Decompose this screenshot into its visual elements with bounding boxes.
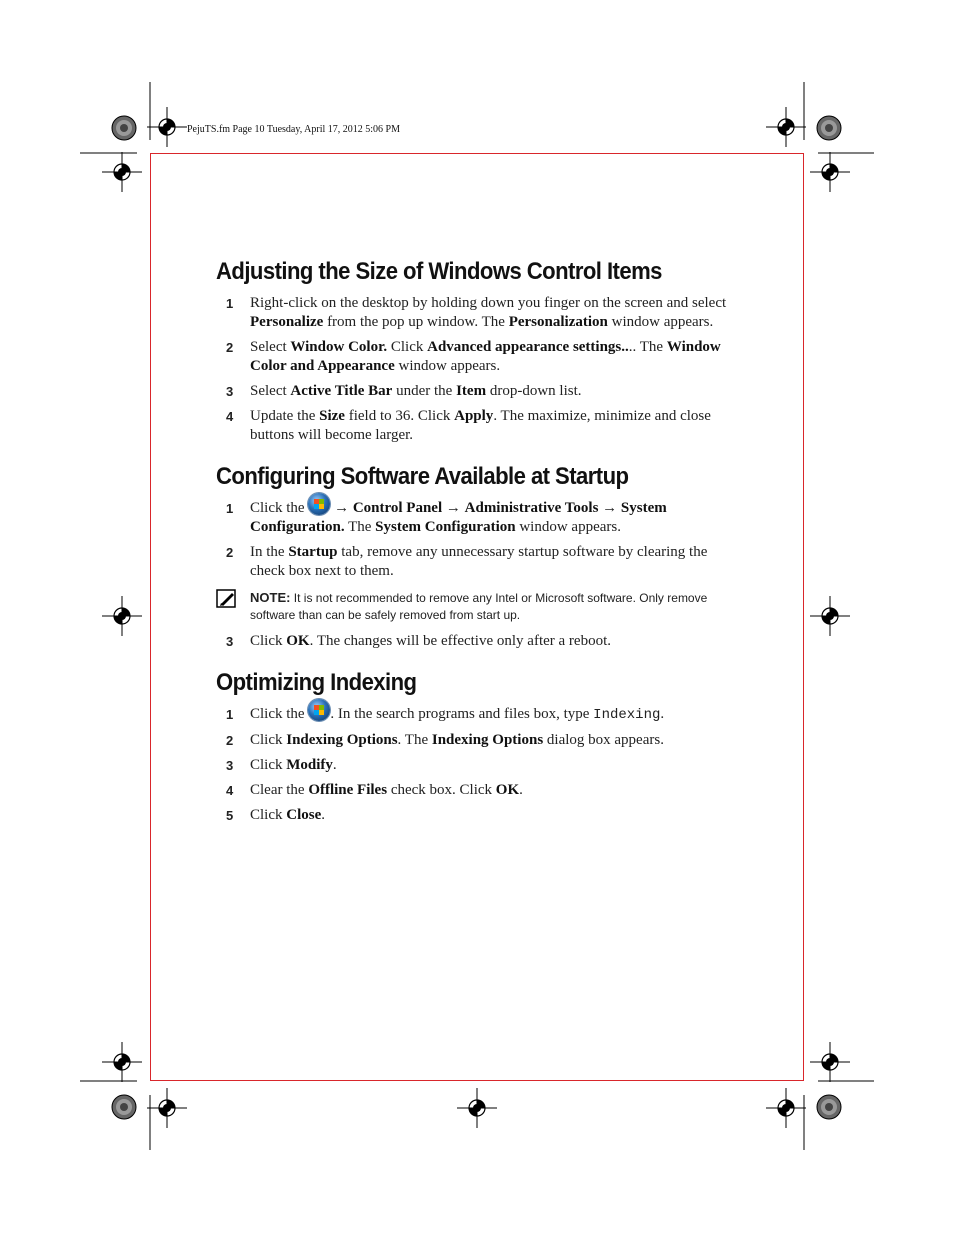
- windows-start-orb-icon: [308, 699, 330, 721]
- section-optimizing-indexing: [216, 669, 736, 825]
- list-item: 1 Click the . In the search programs and files box, type Indexing.: [216, 705, 736, 725]
- list-item: 3 Click OK. The changes will be effective only after a reboot.: [226, 633, 611, 649]
- file-header: PejuTS.fm Page 10 Tuesday, April 17, 2012 5:06 PM: [187, 124, 400, 135]
- section-title: Adjusting the Size of Windows Control Items: [216, 258, 662, 285]
- section-title: Optimizing Indexing: [216, 669, 417, 696]
- page-content: [216, 258, 736, 843]
- section-title: Configuring Software Available at Startup: [216, 463, 629, 490]
- note-label: NOTE:: [250, 590, 291, 605]
- note-box: [216, 589, 736, 624]
- list-item: 2 Click Indexing Options. The Indexing Options dialog box appears.: [226, 732, 664, 748]
- list-item: 4 Clear the Offline Files check box. Click OK.: [226, 782, 523, 798]
- section-adjusting-size: [216, 258, 736, 445]
- list-item: 2 In the Startup tab, remove any unnecessary startup software by clearing the check box next to them.: [226, 544, 708, 579]
- note-pencil-icon: [216, 589, 250, 624]
- list-item: 1 Click the → Control Panel → Administrative Tools → System Configuration. The System Configuration window appears.: [216, 499, 736, 537]
- list-item: 1 Right-click on the desktop by holding down you finger on the screen and select Personalize from the pop up window. The Personalization window appears.: [226, 295, 727, 330]
- list-item: 5 Click Close.: [226, 807, 325, 823]
- note-text: It is not recommended to remove any Intel or Microsoft software. Only remove software than can be safely removed from start up.: [250, 591, 708, 622]
- section-configuring-startup: [216, 463, 736, 651]
- windows-start-orb-icon: [308, 493, 330, 515]
- list-item: 2 Select Window Color. Click Advanced appearance settings.... The Window Color and Appearance window appears.: [226, 339, 721, 374]
- list-item: 3 Select Active Title Bar under the Item drop-down list.: [226, 383, 582, 399]
- list-item: 3 Click Modify.: [226, 757, 337, 773]
- list-item: 4 Update the Size field to 36. Click Apply. The maximize, minimize and close buttons will become larger.: [226, 408, 711, 443]
